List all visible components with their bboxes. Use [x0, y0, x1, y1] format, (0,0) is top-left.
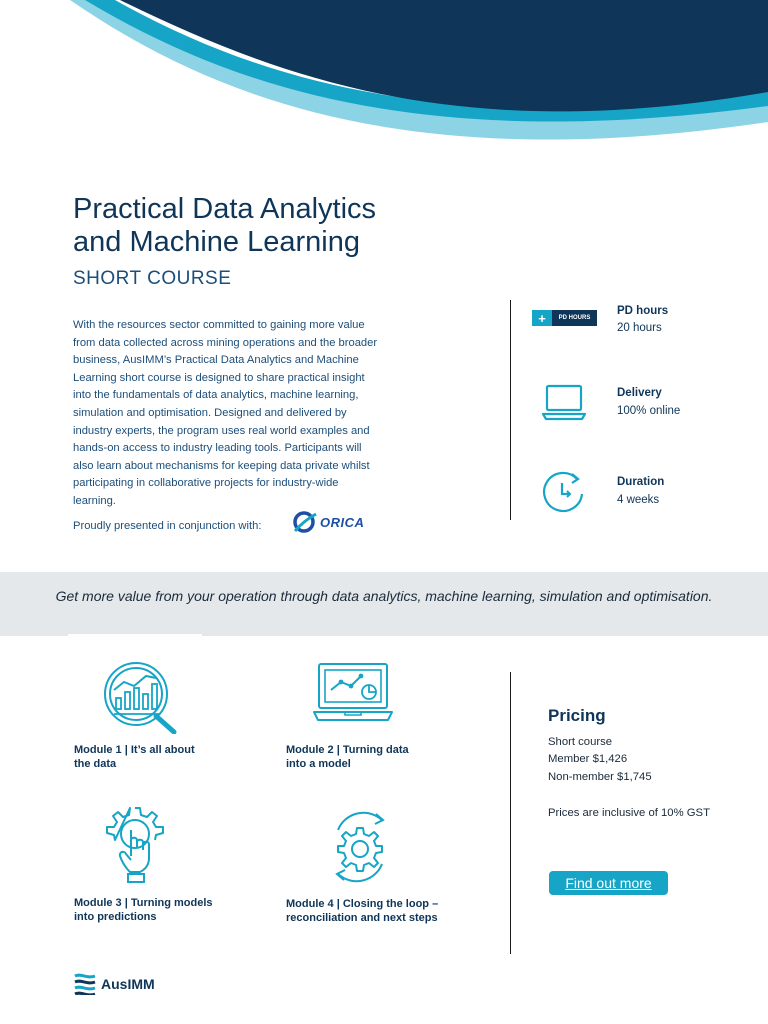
value-banner	[0, 572, 768, 636]
intro-paragraph: With the resources sector committed to gaining more value from data collected across mining operations and the broader business, AusIMM’s Practical Data Analytics and Machine Learning short course is designed to share practical insight into the fundamentals of data analytics, machine learning, simulation and optimisation. Designed and delivered by industry experts, the program uses real world examples and hands-on access to industry leading tools. Participants will also learn about mechanisms for keeping data private whilst participating in collaborative projects for industry-wide learning.	[73, 319, 378, 507]
ausimm-logo-text: AusIMM	[101, 976, 155, 992]
banner-notch	[68, 634, 202, 636]
laptop-icon	[541, 384, 587, 422]
pd-hours-value: 20 hours	[617, 322, 662, 334]
delivery-value: 100% online	[617, 405, 681, 417]
price-gst-note: Prices are inclusive of 10% GST	[548, 807, 710, 819]
header-wave-graphic	[0, 0, 768, 180]
magnifier-chart-icon	[100, 660, 180, 734]
facts-divider	[510, 300, 511, 520]
module-2-label-line-2: into a model	[286, 757, 351, 770]
course-title-line-2: and Machine Learning	[73, 226, 360, 258]
module-1-label-line-2: the data	[74, 757, 117, 770]
pd-badge-text: PD HOURS	[552, 310, 597, 326]
pricing-divider	[510, 672, 511, 954]
duration-value: 4 weeks	[617, 494, 660, 506]
module-3-label	[74, 897, 213, 924]
module-4-label-line-2: reconciliation and next steps	[286, 911, 438, 924]
pd-hours-badge-icon	[532, 310, 597, 326]
module-4-label	[286, 898, 438, 925]
duration-label: Duration	[617, 476, 665, 488]
presented-with-text: Proudly presented in conjunction with:	[73, 520, 262, 532]
price-non-member: Non-member $1,745	[548, 771, 652, 783]
ausimm-logo	[73, 973, 155, 995]
module-3-label-line-1: Module 3 | Turning models	[74, 897, 213, 909]
gear-cycle-icon	[326, 806, 394, 888]
course-subtitle: SHORT COURSE	[73, 268, 232, 289]
laptop-chart-icon	[313, 662, 393, 726]
price-member: Member $1,426	[548, 753, 628, 765]
module-3-label-line-2: into predictions	[74, 910, 157, 923]
course-title-line-1: Practical Data Analytics	[73, 193, 377, 225]
ausimm-logo-mark-icon	[73, 973, 97, 995]
module-2-label-line-1: Module 2 | Turning data	[286, 744, 409, 756]
course-title	[73, 193, 473, 259]
module-4-label-line-1: Module 4 | Closing the loop –	[286, 898, 439, 910]
clock-cycle-icon	[541, 470, 587, 514]
find-out-more-button[interactable]: Find out more	[549, 871, 668, 895]
module-1-label-line-1: Module 1 | It’s all about	[74, 744, 195, 756]
orica-logo-text: ORICA	[320, 514, 365, 530]
orica-logo-mark-icon	[292, 510, 318, 534]
orica-logo	[292, 510, 364, 534]
price-short-course: Short course	[548, 736, 613, 748]
value-banner-text: Get more value from your operation through data analytics, machine learning, simulation and optimisation.	[55, 588, 713, 604]
pricing-heading: Pricing	[548, 706, 606, 725]
hand-gear-icon	[100, 804, 170, 886]
delivery-label: Delivery	[617, 387, 662, 399]
module-1-label	[74, 744, 195, 771]
module-2-label	[286, 744, 409, 771]
pd-badge-plus: +	[532, 310, 552, 326]
pd-hours-label: PD hours	[617, 305, 669, 317]
